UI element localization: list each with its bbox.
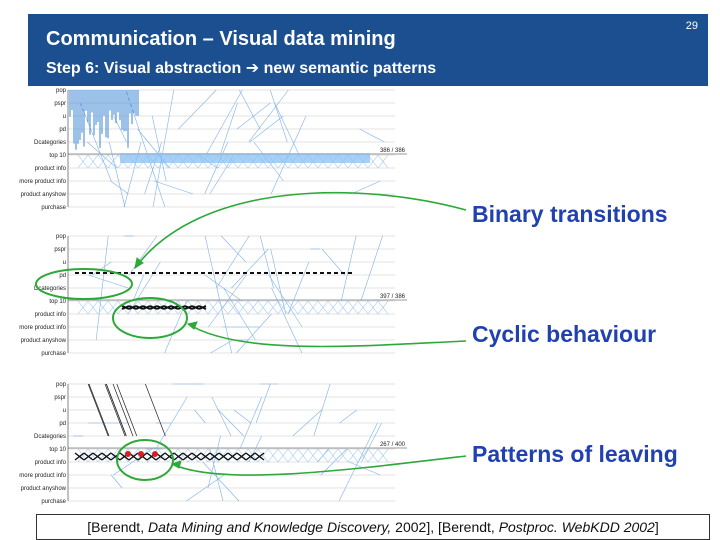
trace-line — [234, 410, 251, 423]
row-label: more product info — [19, 179, 66, 185]
trace-line — [111, 475, 122, 488]
row-label: product anyshow — [20, 338, 66, 344]
row-label: pop — [55, 234, 66, 240]
row-label: u — [62, 260, 66, 266]
citation — [36, 514, 710, 540]
trace-line — [109, 142, 125, 207]
row-label: pd — [59, 273, 66, 279]
row-label: pspr — [54, 247, 66, 253]
subtitle-text: Step 6: Visual abstraction — [46, 60, 242, 77]
row-label: pop — [55, 382, 66, 388]
trace-line — [272, 288, 302, 353]
trace-line — [89, 275, 129, 288]
callout-cyclic-behaviour: Cyclic behaviour — [472, 321, 657, 347]
trace-line — [153, 90, 174, 207]
row-label: purchase — [41, 499, 66, 505]
row-label: top 10 — [49, 447, 66, 453]
right-arrow-icon: ➔ — [245, 58, 260, 77]
row-label: pd — [59, 127, 66, 133]
row-label: purchase — [41, 205, 66, 211]
row-label: Dcategories — [33, 286, 66, 292]
trace-line — [129, 236, 157, 275]
page-number: 29 — [685, 20, 698, 32]
trace-line — [111, 181, 129, 194]
plot-panel — [19, 234, 407, 357]
citation-text-2: 2002], [Berendt, — [391, 519, 499, 535]
row-label: pop — [55, 88, 66, 94]
row-label: purchase — [41, 351, 66, 357]
slide-header — [28, 14, 708, 86]
navigation-plots — [19, 88, 407, 505]
row-label: product anyshow — [20, 192, 66, 198]
row-label: more product info — [19, 473, 66, 479]
row-label: u — [62, 408, 66, 414]
trace-line — [351, 181, 380, 194]
trace-line — [194, 410, 205, 423]
subtitle-text-2: new semantic patterns — [263, 60, 437, 77]
trace-line — [237, 314, 272, 353]
trace-line — [206, 90, 242, 155]
row-label: Dcategories — [33, 434, 66, 440]
plot-counter: 267 / 400 — [379, 442, 405, 448]
slide-subtitle — [46, 58, 436, 78]
row-label: top 10 — [49, 299, 66, 305]
callout-arrow — [172, 456, 466, 475]
citation-title: Data Mining and Knowledge Discovery, — [147, 519, 392, 535]
trace-line — [361, 423, 381, 462]
row-label: product anyshow — [20, 486, 66, 492]
row-label: product info — [34, 166, 66, 172]
citation-title-2: Postproc. WebKDD 2002 — [498, 519, 655, 535]
trace-line — [360, 129, 385, 142]
row-label: product info — [34, 312, 66, 318]
trace-line — [124, 142, 141, 207]
callout-arrow — [135, 193, 466, 268]
row-label: product info — [34, 460, 66, 466]
row-label: pspr — [54, 101, 66, 107]
trace-line — [339, 410, 356, 423]
trace-line — [212, 397, 231, 436]
plot-panel — [19, 382, 407, 505]
plot-counter: 386 / 386 — [379, 148, 405, 154]
trace-line — [179, 90, 217, 129]
row-label: more product info — [19, 325, 66, 331]
row-label: u — [62, 114, 66, 120]
exit-dot — [125, 451, 131, 457]
trace-line — [203, 462, 239, 501]
plot-counter: 397 / 386 — [379, 294, 405, 300]
exit-dot — [138, 451, 144, 457]
slide-title: Communication – Visual data mining — [46, 28, 396, 50]
trace-line — [361, 236, 383, 301]
row-label: pd — [59, 421, 66, 427]
citation-text-3: ] — [654, 519, 659, 535]
row-label: pspr — [54, 395, 66, 401]
exit-dot — [152, 451, 158, 457]
trace-line — [211, 340, 233, 353]
trace-line — [239, 90, 260, 129]
trace-line — [341, 236, 356, 301]
activity-band — [120, 153, 370, 163]
citation-text: [Berendt, — [87, 519, 148, 535]
row-label: top 10 — [49, 153, 66, 159]
row-label: Dcategories — [33, 140, 66, 146]
trace-line — [256, 384, 270, 423]
callout-patterns-of-leaving: Patterns of leaving — [472, 441, 678, 467]
callout-binary-transitions: Binary transitions — [472, 201, 668, 227]
